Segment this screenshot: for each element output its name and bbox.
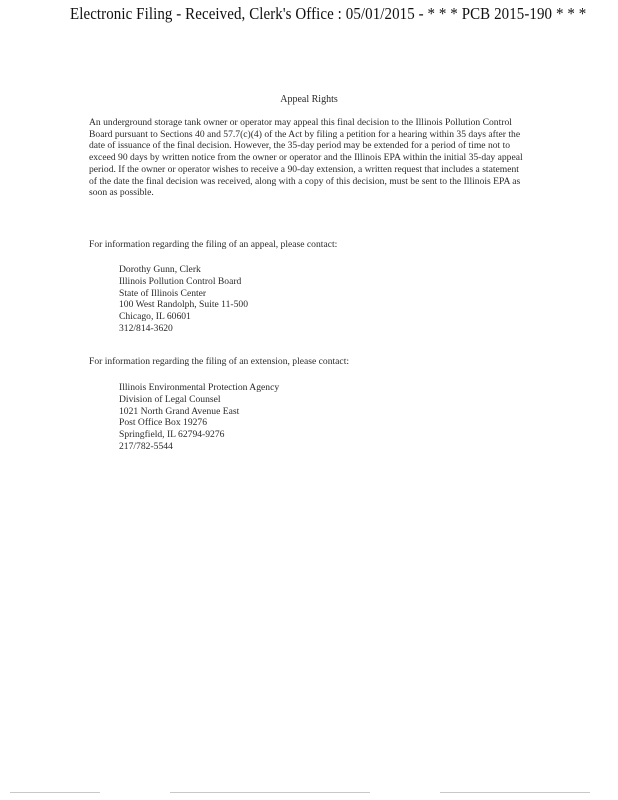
address-line: Chicago, IL 60601 [119,311,191,323]
address-line: Post Office Box 19276 [119,417,208,429]
extension-contact-intro: For information regarding the filing of an extension, please contact: [89,356,350,367]
appeal-contact-address [119,264,499,335]
address-line: Division of Legal Counsel [119,393,221,405]
address-line: Springfield, IL 62794-9276 [119,429,225,441]
scan-artifact [440,792,590,793]
address-line: 1021 North Grand Avenue East [119,405,240,417]
scan-artifact [10,792,100,793]
address-line: State of Illinois Center [119,287,207,299]
address-line: 100 West Randolph, Suite 11-500 [119,299,249,311]
address-line: Illinois Pollution Control Board [119,275,242,287]
appeal-contact-intro: For information regarding the filing of an appeal, please contact: [89,239,338,250]
address-line: 312/814-3620 [119,322,173,334]
filing-stamp: Electronic Filing - Received, Clerk's Office : 05/01/2015 - * * * PCB 2015-190 * * * [70,4,587,23]
extension-contact-address [119,382,499,453]
scan-artifact [170,792,370,793]
address-line: Illinois Environmental Protection Agency [119,382,280,393]
appeal-rights-paragraph: An underground storage tank owner or operator may appeal this final decision to the Illinois Pollution Control Board pursuant to Sections 40 and 57.7(c)(4) of the Act by filing a petition for a hearing within 35 days after the date of issuance of the final decision. However, the 35-day period may be extended for a period of time not to exceed 90 days by written notice from the owner or operator and the Illinois EPA within the initial 35-day appeal period. If the owner or operator wishes to receive a 90-day extension, a written request that includes a statement of the date the final decision was received, along with a copy of this decision, must be sent to the Illinois EPA as soon as possible. [89,117,523,199]
address-line: Dorothy Gunn, Clerk [119,264,201,275]
address-line: 217/782-5544 [119,440,173,452]
page-title: Appeal Rights [280,94,338,105]
